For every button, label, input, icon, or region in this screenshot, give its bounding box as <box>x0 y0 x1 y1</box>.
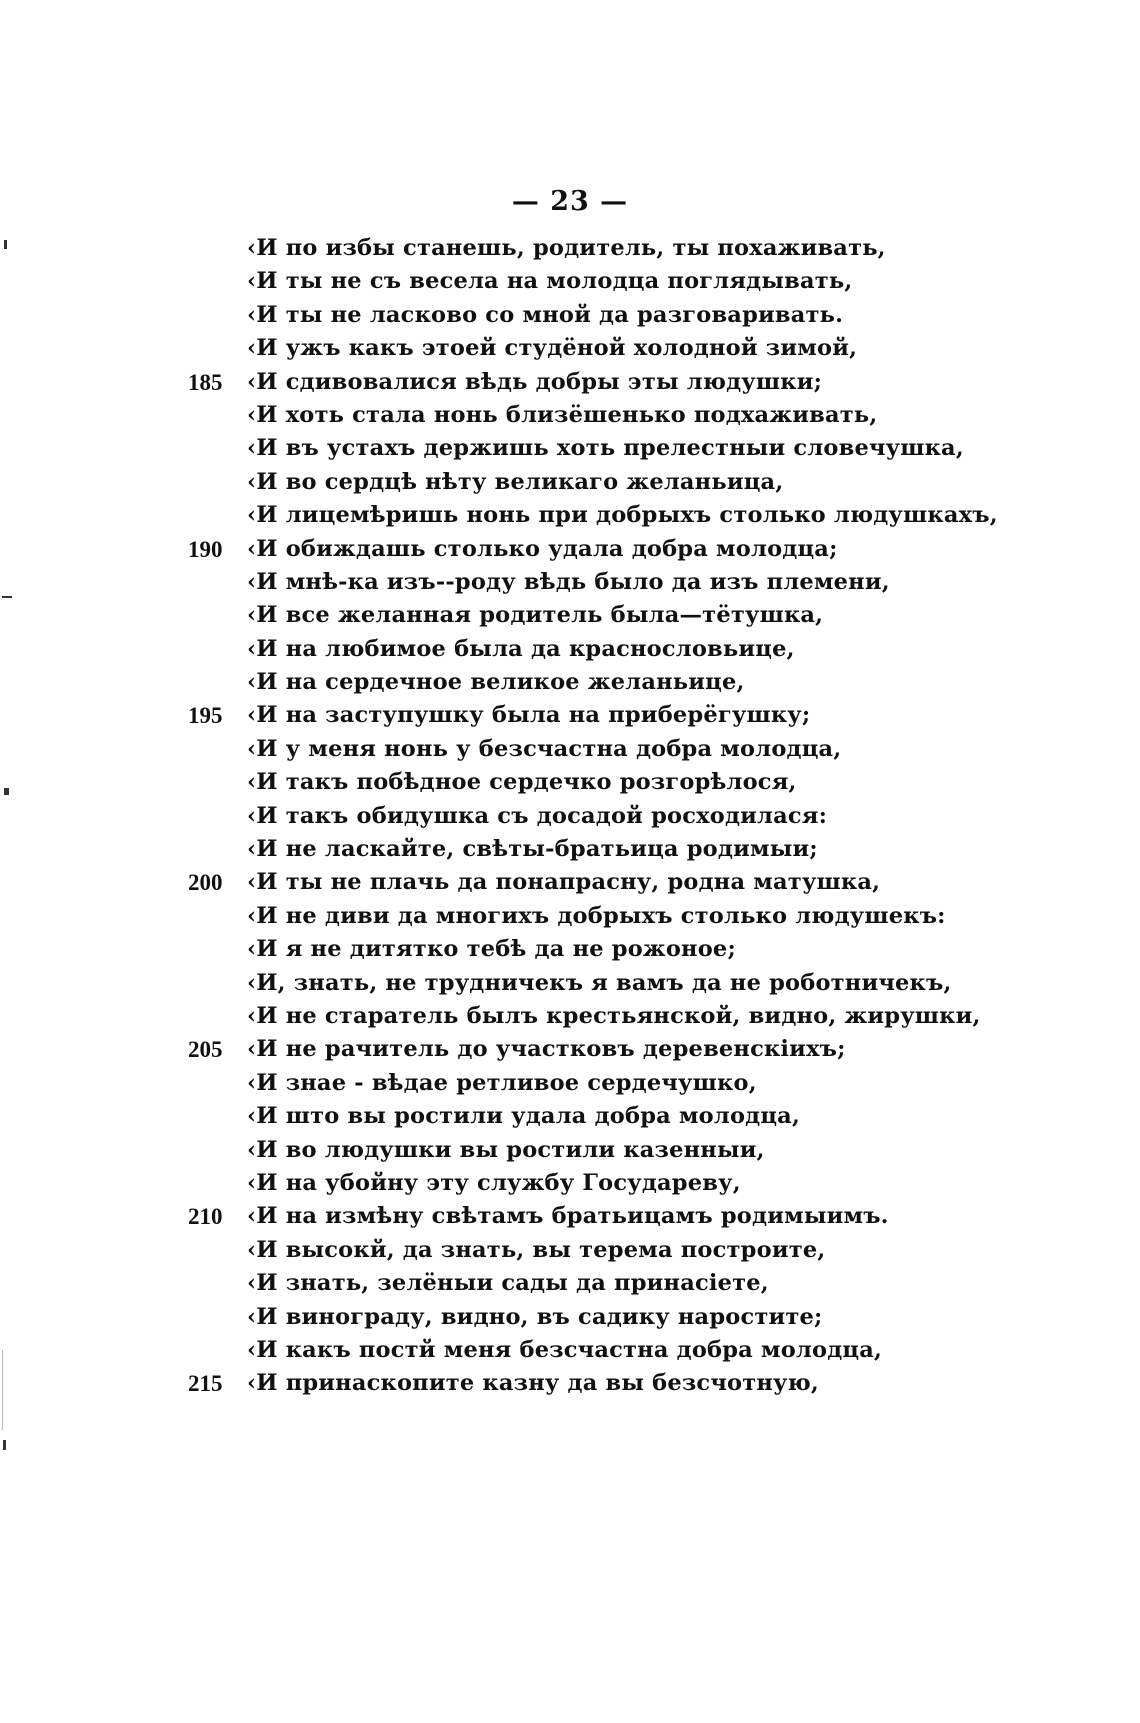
verse-line <box>0 466 1140 499</box>
verse-line <box>0 733 1140 766</box>
verse-line <box>0 533 1140 566</box>
verse-text: ‹И винограду, видно, въ садику наростите; <box>247 1303 823 1330</box>
verse-line <box>0 666 1140 699</box>
verse-line <box>0 699 1140 732</box>
line-number: 210 <box>188 1204 223 1230</box>
verse-line <box>0 1301 1140 1334</box>
verse-line <box>0 1234 1140 1267</box>
verse-text: ‹И во сердцѣ нѣту великаго желаньица, <box>247 468 784 495</box>
verse-line <box>0 366 1140 399</box>
verse-text: ‹И на заступушку была на приберёгушку; <box>247 702 811 729</box>
verse-line <box>0 1033 1140 1066</box>
verse-line <box>0 1267 1140 1300</box>
verse-line <box>0 1100 1140 1133</box>
verse-text: ‹И ты не плачь да понапрасну, родна матушка, <box>247 869 881 896</box>
verse-text: ‹И ты не съ весела на молодца поглядывать, <box>247 268 853 295</box>
verse-line <box>0 399 1140 432</box>
line-number: 185 <box>188 369 223 395</box>
scan-speck <box>2 596 12 598</box>
verse-text: ‹И во людушки вы ростили казенныи, <box>247 1136 765 1163</box>
verse-line <box>0 432 1140 465</box>
verse-text: ‹И принаскопите казну да вы безсчотную, <box>247 1370 819 1397</box>
verse-line <box>0 967 1140 1000</box>
verse-text: ‹И ты не ласково со мной да разговаривать. <box>247 301 844 328</box>
verse-text: ‹И на любимое была да краснословьице, <box>247 635 795 662</box>
verse-line <box>0 1134 1140 1167</box>
verse-text: ‹И высокй, да знать, вы терема построите, <box>247 1236 826 1263</box>
verse-line <box>0 766 1140 799</box>
scan-speck <box>4 240 7 249</box>
verse-line <box>0 833 1140 866</box>
verse-text: ‹И, знать, не трудничекъ я вамъ да не роботничекъ, <box>247 969 952 996</box>
line-number: 215 <box>188 1371 223 1397</box>
verse-line <box>0 633 1140 666</box>
verse-text: ‹И хоть стала нонь близёшенько подхаживать, <box>247 401 878 428</box>
verse-text: ‹И знать, зелёныи сады да принасіете, <box>247 1270 769 1297</box>
verse-text: ‹И на измѣну свѣтамъ братьицамъ родимыимъ. <box>247 1203 889 1230</box>
scan-speck <box>3 1440 6 1450</box>
verse-line <box>0 1000 1140 1033</box>
verse-line <box>0 1067 1140 1100</box>
verse-line <box>0 232 1140 265</box>
verse-line <box>0 1167 1140 1200</box>
verse-text: ‹И лицемѣришь нонь при добрыхъ столько людушкахъ, <box>247 502 998 529</box>
verse-line <box>0 1334 1140 1367</box>
verse-text: ‹И ужъ какъ этоей студёной холодной зимой, <box>247 335 858 362</box>
page-number: — 23 — <box>511 186 629 217</box>
verse-line <box>0 866 1140 899</box>
verse-line <box>0 265 1140 298</box>
verse-line <box>0 599 1140 632</box>
verse-text: ‹И по избы станешь, родитель, ты похаживать, <box>247 235 886 261</box>
verse-text: ‹И не рачитель до участковъ деревенскіихъ; <box>247 1036 846 1063</box>
scan-speck <box>2 1350 3 1430</box>
verse-text: ‹И мнѣ-ка изъ--роду вѣдь было да изъ племени, <box>247 568 890 595</box>
verse-text: ‹И не старатель былъ крестьянской, видно, жирушки, <box>247 1002 981 1029</box>
verse-text: ‹И не диви да многихъ добрыхъ столько людушекъ: <box>247 902 946 929</box>
line-number: 195 <box>188 703 223 729</box>
verse-line <box>0 1200 1140 1233</box>
line-number: 205 <box>188 1037 223 1063</box>
verse-line <box>0 566 1140 599</box>
verse-text: ‹И такъ обидушка съ досадой росходилася: <box>247 802 828 829</box>
verse-text: ‹И сдивовалися вѣдь добры эты людушки; <box>247 368 823 395</box>
verse-text: ‹И все желанная родитель была—тётушка, <box>247 602 824 629</box>
verse-line <box>0 900 1140 933</box>
verse-line <box>0 499 1140 532</box>
verse-text: ‹И обиждашь столько удала добра молодца; <box>247 535 838 562</box>
verse-line <box>0 1367 1140 1400</box>
verse-text: ‹И я не дитятко тебѣ да не рожоное; <box>247 936 736 963</box>
line-number: 190 <box>188 536 223 562</box>
verse-line <box>0 800 1140 833</box>
poem-text <box>0 232 1140 1401</box>
verse-text: ‹И такъ побѣдное сердечко розгорѣлося, <box>247 769 797 796</box>
verse-text: ‹И какъ постй меня безсчастна добра молодца, <box>247 1336 883 1363</box>
verse-text: ‹И въ устахъ держишь хоть прелестныи словечушка, <box>247 435 964 462</box>
verse-text: ‹И на убойну эту службу Государеву, <box>247 1169 741 1196</box>
verse-text: ‹И што вы ростили удала добра молодца, <box>247 1103 800 1130</box>
verse-line <box>0 299 1140 332</box>
verse-text: ‹И не ласкайте, свѣты-братьица родимыи; <box>247 836 818 863</box>
verse-text: ‹И на сердечное великое желаньице, <box>247 669 745 696</box>
verse-text: ‹И у меня нонь у безсчастна добра молодца, <box>247 735 842 762</box>
verse-line <box>0 332 1140 365</box>
line-number: 200 <box>188 870 223 896</box>
verse-text: ‹И знае - вѣдае ретливое сердечушко, <box>247 1069 757 1096</box>
scan-speck <box>4 788 9 795</box>
verse-line <box>0 933 1140 966</box>
